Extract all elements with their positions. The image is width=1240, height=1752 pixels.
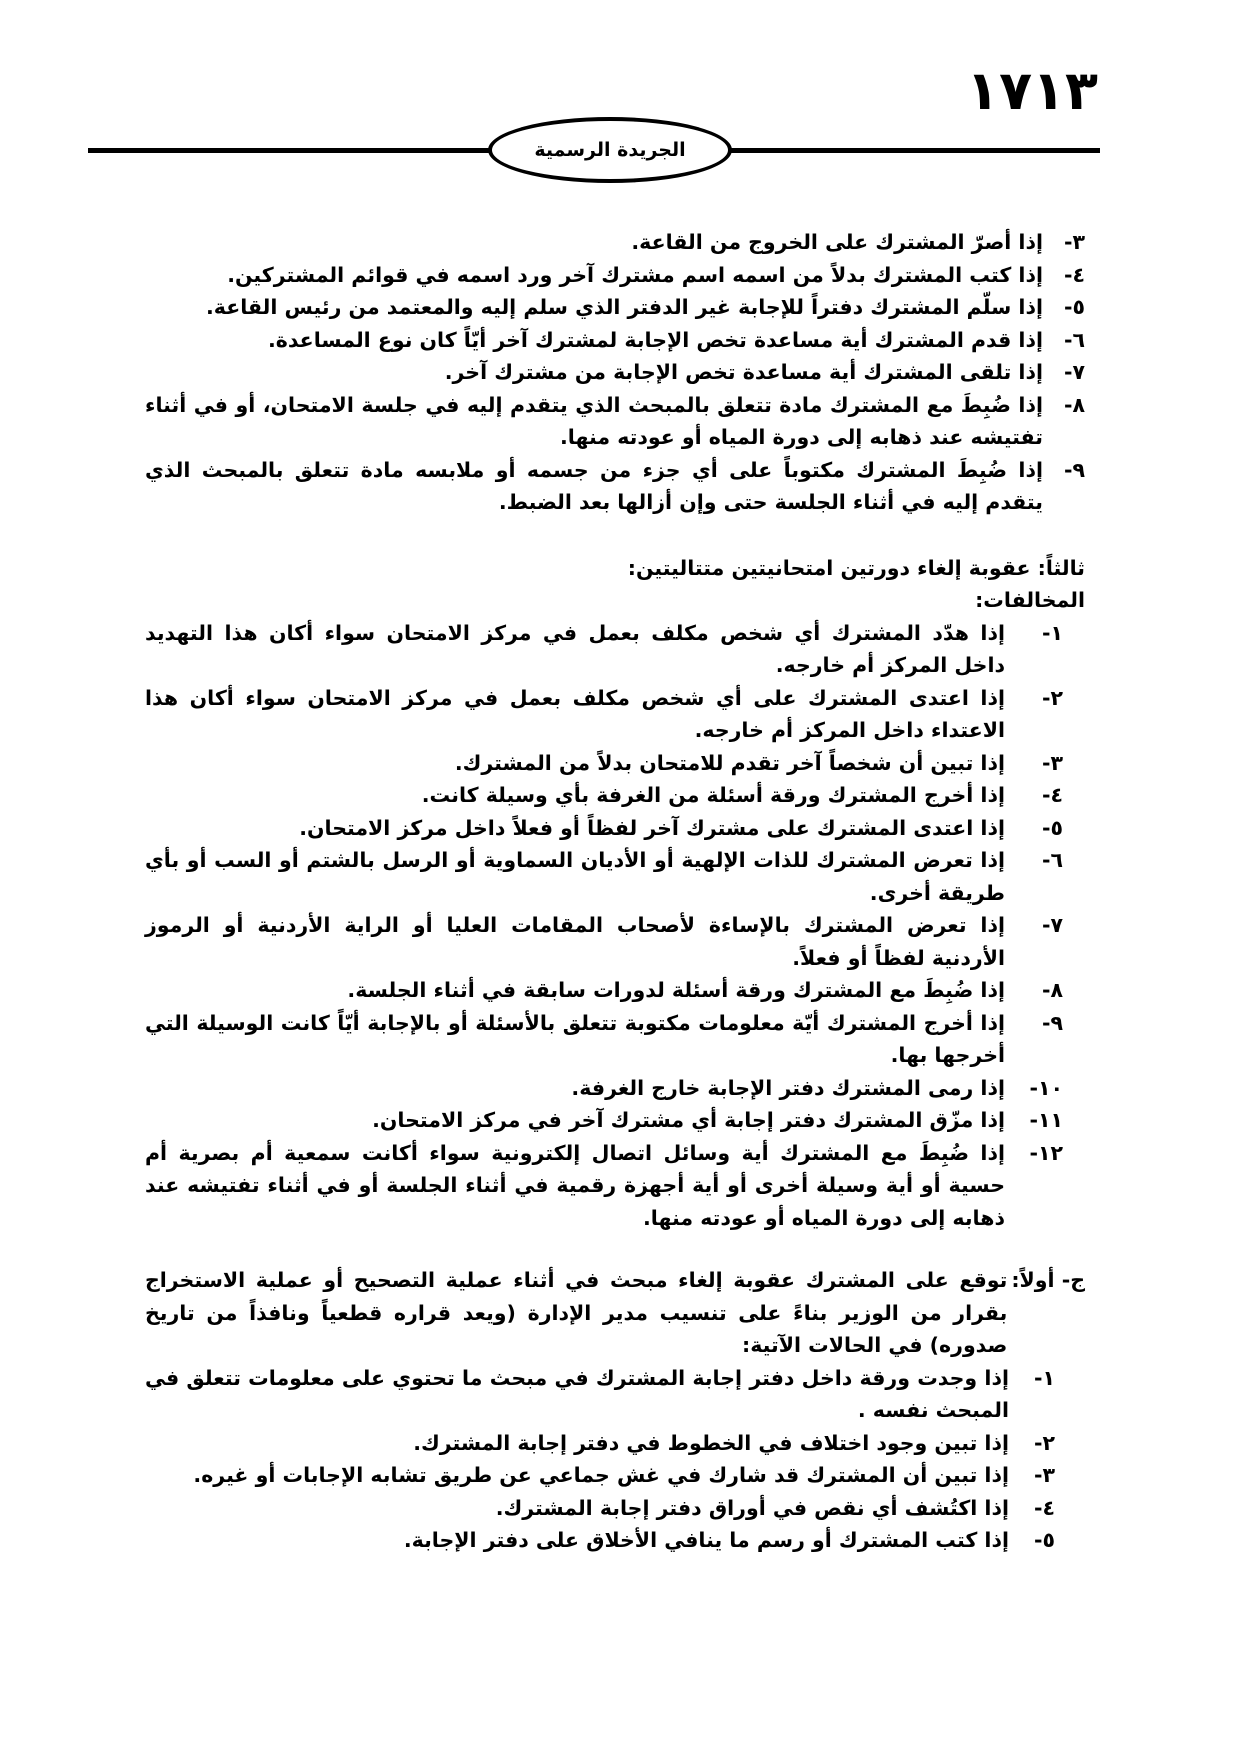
list-item <box>145 1072 1085 1105</box>
item-number: ٧- <box>1041 913 1063 937</box>
item-text: إذا رمى المشترك دفتر الإجابة خارج الغرفة. <box>571 1075 1005 1100</box>
item-number: ٣- <box>1033 1463 1055 1487</box>
list-item <box>145 226 1085 259</box>
item-number: ٥- <box>1041 815 1063 840</box>
section-c-list <box>145 1362 1085 1557</box>
item-number: ٨- <box>1041 978 1063 1002</box>
item-text: إذا تبين وجود اختلاف في الخطوط في دفتر إجابة المشترك. <box>413 1430 1009 1455</box>
section-b-list <box>145 617 1085 1235</box>
list-item <box>145 1104 1085 1137</box>
item-text: إذا اعتدى المشترك على أي شخص مكلف بعمل في مركز الامتحان سواء أكان هذا الاعتداء داخل المركز أم خارجه. <box>145 685 1005 742</box>
section-a-list <box>145 226 1085 519</box>
item-number: ٢- <box>1041 685 1063 710</box>
item-number: ٦- <box>1063 327 1085 352</box>
list-item <box>145 617 1085 682</box>
gazette-name: الجريدة الرسمية <box>534 139 686 161</box>
list-item <box>145 324 1085 357</box>
item-text: إذا كتب المشترك بدلاً من اسمه اسم مشترك آخر ورد اسمه في قوائم المشتركين. <box>227 262 1043 287</box>
list-item <box>145 909 1085 974</box>
item-text: إذا ضُبِطَ مع المشترك مادة تتعلق بالمبحث الذي يتقدم إليه في جلسة الامتحان، أو في أثناء تفتيشه عند ذهابه إلى دورة المياه أو عودته منها. <box>145 392 1043 449</box>
item-number: ٥- <box>1063 295 1085 319</box>
list-item <box>145 812 1085 845</box>
list-item <box>145 454 1085 519</box>
item-text: إذا قدم المشترك أية مساعدة تخص الإجابة لمشترك آخر أيّاً كان نوع المساعدة. <box>267 327 1043 352</box>
list-item <box>145 1137 1085 1235</box>
list-item <box>145 844 1085 909</box>
list-item <box>145 747 1085 780</box>
item-number: ١- <box>1033 1365 1055 1390</box>
section-b-heading: ثالثاً: عقوبة إلغاء دورتين امتحانيتين متتاليتين: <box>627 555 1085 580</box>
item-text: إذا اكتُشف أي نقص في أوراق دفتر إجابة المشترك. <box>495 1495 1009 1520</box>
list-item <box>145 389 1085 454</box>
item-text: إذا تعرض المشترك للذات الإلهية أو الأديان السماوية أو الرسل بالشتم أو السب أو بأي طريقة أخرى. <box>145 848 1005 905</box>
item-number: ١- <box>1041 620 1063 645</box>
item-text: إذا تعرض المشترك بالإساءة لأصحاب المقامات العليا أو الراية الأردنية أو الرموز الأردنية لفظاً أو فعلاً. <box>145 913 1005 970</box>
item-number: ٢- <box>1033 1430 1055 1455</box>
item-number: ٣- <box>1041 750 1063 775</box>
item-number: ٤- <box>1041 783 1063 807</box>
item-text: إذا سلّم المشترك دفتراً للإجابة غير الدفتر الذي سلم إليه والمعتمد من رئيس القاعة. <box>206 295 1043 319</box>
section-c-intro <box>145 1264 1085 1362</box>
list-item <box>145 974 1085 1007</box>
item-text: إذا هدّد المشترك أي شخص مكلف بعمل في مركز الامتحان سواء أكان هذا التهديد داخل المركز أم خارجه. <box>145 620 1005 677</box>
item-number: ٩- <box>1063 457 1085 482</box>
list-item <box>145 291 1085 324</box>
section-b-subheading: المخالفات: <box>975 588 1085 612</box>
list-item <box>145 356 1085 389</box>
list-item <box>145 1007 1085 1072</box>
section-c-label: ج- أولاً: <box>1011 1268 1085 1292</box>
item-text: إذا تبين أن المشترك قد شارك في غش جماعي عن طريق تشابه الإجابات أو غيره. <box>193 1463 1009 1487</box>
list-item <box>145 1362 1085 1427</box>
item-text: إذا ضُبِطَ المشترك مكتوباً على أي جزء من جسمه أو ملابسه مادة تتعلق بالمبحث الذي يتقدم إليه في أثناء الجلسة حتى وإن أزالها بعد الضبط. <box>145 457 1043 514</box>
item-text: إذا تلقى المشترك أية مساعدة تخص الإجابة من مشترك آخر. <box>444 360 1043 384</box>
item-text: إذا ضُبِطَ مع المشترك ورقة أسئلة لدورات سابقة في أثناء الجلسة. <box>347 978 1005 1002</box>
gazette-name-badge <box>488 117 732 183</box>
item-text: إذا أصرّ المشترك على الخروج من القاعة. <box>631 230 1043 254</box>
item-text: إذا أخرج المشترك أيّة معلومات مكتوبة تتعلق بالأسئلة أو بالإجابة أيّاً كانت الوسيلة التي أخرجها بها. <box>145 1010 1005 1067</box>
item-text: إذا ضُبِطَ مع المشترك أية وسائل اتصال إلكترونية سواء أكانت سمعية أم بصرية أم حسية أو أية وسيلة أخرى أو أية أجهزة رقمية في أثناء الجلسة أو في أثناء تفتيشه عند ذهابه إلى دورة المياه أو عودته منها. <box>145 1140 1005 1230</box>
list-item <box>145 1492 1085 1525</box>
item-number: ٤- <box>1063 262 1085 287</box>
list-item <box>145 1524 1085 1557</box>
item-text: إذا كتب المشترك أو رسم ما ينافي الأخلاق على دفتر الإجابة. <box>403 1528 1009 1552</box>
section-c-intro-text: توقع على المشترك عقوبة إلغاء مبحث في أثناء عملية التصحيح أو عملية الاستخراج بقرار من الوزير بناءً على تنسيب مدير الإدارة (ويعد قراره قطعياً ونافذاً من تاريخ صدوره) في الحالات الآتية: <box>145 1268 1008 1357</box>
list-item <box>145 1459 1085 1492</box>
list-item <box>145 1427 1085 1460</box>
item-number: ٨- <box>1063 392 1085 417</box>
list-item <box>145 259 1085 292</box>
item-number: ١١- <box>1029 1108 1063 1132</box>
item-number: ٦- <box>1041 848 1063 872</box>
page-content <box>145 226 1085 1557</box>
item-number: ١٢- <box>1029 1140 1063 1165</box>
item-number: ٩- <box>1041 1010 1063 1035</box>
item-text: إذا مزّق المشترك دفتر إجابة أي مشترك آخر في مركز الامتحان. <box>372 1108 1005 1132</box>
item-text: إذا وجدت ورقة داخل دفتر إجابة المشترك في مبحث ما تحتوي على معلومات تتعلق في المبحث نفسه . <box>145 1365 1009 1422</box>
item-text: إذا أخرج المشترك ورقة أسئلة من الغرفة بأي وسيلة كانت. <box>421 783 1005 807</box>
item-number: ١٠- <box>1029 1075 1063 1100</box>
item-number: ٣- <box>1063 230 1085 254</box>
item-number: ٧- <box>1063 360 1085 384</box>
item-number: ٤- <box>1033 1495 1055 1520</box>
item-number: ٥- <box>1033 1528 1055 1552</box>
item-text: إذا اعتدى المشترك على مشترك آخر لفظاً أو فعلاً داخل مركز الامتحان. <box>299 815 1005 840</box>
item-text: إذا تبين أن شخصاً آخر تقدم للامتحان بدلاً من المشترك. <box>454 750 1005 775</box>
page-number: ١٧١٣ <box>966 59 1098 122</box>
list-item <box>145 779 1085 812</box>
list-item <box>145 682 1085 747</box>
